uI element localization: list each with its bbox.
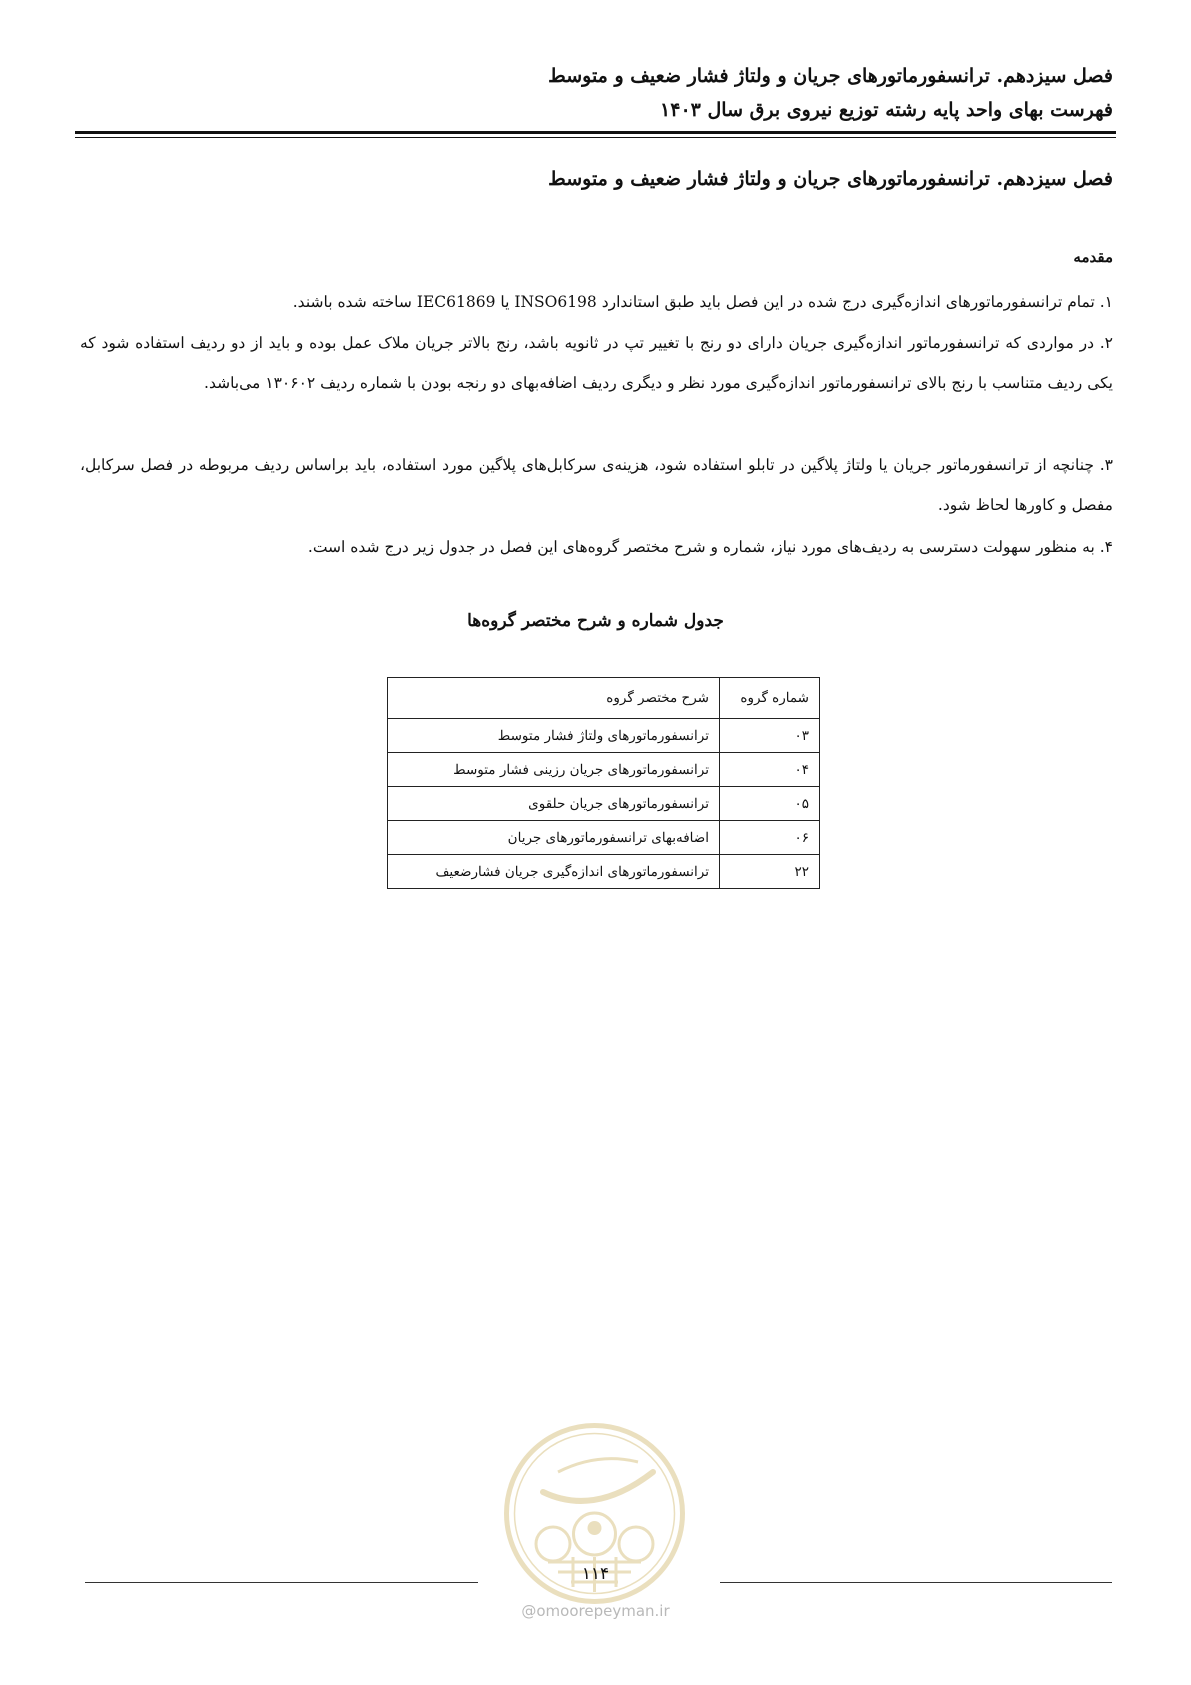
group-description-cell: ترانسفورماتورهای اندازه‌گیری جریان فشارضعیف xyxy=(388,855,720,889)
group-number-cell: ۲۲ xyxy=(720,855,820,889)
watermark-text: @omoorepeyman.ir xyxy=(521,1602,670,1620)
column-header-group-number: شماره گروه xyxy=(720,678,820,719)
intro-paragraph-2: ۲. در مواردی که ترانسفورماتور اندازه‌گیری جریان دارای دو رنج با تغییر تپ در ثانویه باشد، رنج بالاتر جریان ملاک عمل بوده و باید از دو ردیف استفاده شود که یکی ردیف متناسب با رنج بالای ترانسفورماتور اندازه‌گیری مورد نظر و دیگری ردیف اضافه‌بهای دو رنجه بودن با شماره ردیف ۱۳۰۶۰۲ می‌باشد. xyxy=(80,334,1113,392)
intro-paragraph-3: ۳. چنانچه از ترانسفورماتور جریان یا ولتاژ پلاگین در تابلو استفاده شود، هزینه‌ی سرکابل‌های پلاگین مورد استفاده، باید براساس ردیف مربوطه در فصل سرکابل، مفصل و کاورها لحاظ شود. xyxy=(80,456,1113,514)
intro-heading: مقدمه xyxy=(1073,248,1113,266)
group-description-cell: اضافه‌بهای ترانسفورماتورهای جریان xyxy=(388,821,720,855)
page-number: ۱۱۴ xyxy=(581,1564,610,1584)
intro-paragraph-1: ۱. تمام ترانسفورماتورهای اندازه‌گیری درج شده در این فصل باید طبق استاندارد INSO6198 یا IEC61869 ساخته شده باشند. xyxy=(292,293,1113,311)
header-rule-thick xyxy=(75,131,1116,134)
group-description-cell: ترانسفورماتورهای جریان رزینی فشار متوسط xyxy=(388,753,720,787)
table-row xyxy=(388,787,820,821)
intro-paragraph-4: ۴. به منظور سهولت دسترسی به ردیف‌های مورد نیاز، شماره و شرح مختصر گروه‌های این فصل در جدول زیر درج شده است. xyxy=(307,538,1113,556)
group-description-cell: ترانسفورماتورهای ولتاژ فشار متوسط xyxy=(388,719,720,753)
groups-table xyxy=(387,677,820,889)
group-number-cell: ۰۴ xyxy=(720,753,820,787)
group-number-cell: ۰۶ xyxy=(720,821,820,855)
group-description-cell: ترانسفورماتورهای جریان حلقوی xyxy=(388,787,720,821)
table-row xyxy=(388,821,820,855)
group-number-cell: ۰۵ xyxy=(720,787,820,821)
group-number-cell: ۰۳ xyxy=(720,719,820,753)
running-header-catalog: فهرست بهای واحد پایه رشته توزیع نیروی برق سال ۱۴۰۳ xyxy=(660,99,1113,121)
table-row xyxy=(388,753,820,787)
header-rule-thin xyxy=(75,137,1116,138)
table-header-row xyxy=(388,678,820,719)
table-row xyxy=(388,855,820,889)
running-header-chapter: فصل سیزدهم. ترانسفورماتورهای جریان و ولتاژ فشار ضعیف و متوسط xyxy=(548,65,1113,87)
table-title: جدول شماره و شرح مختصر گروه‌ها xyxy=(467,611,724,631)
table-row xyxy=(388,719,820,753)
section-title: فصل سیزدهم. ترانسفورماتورهای جریان و ولتاژ فشار ضعیف و متوسط xyxy=(548,168,1113,190)
column-header-group-description: شرح مختصر گروه xyxy=(388,678,720,719)
